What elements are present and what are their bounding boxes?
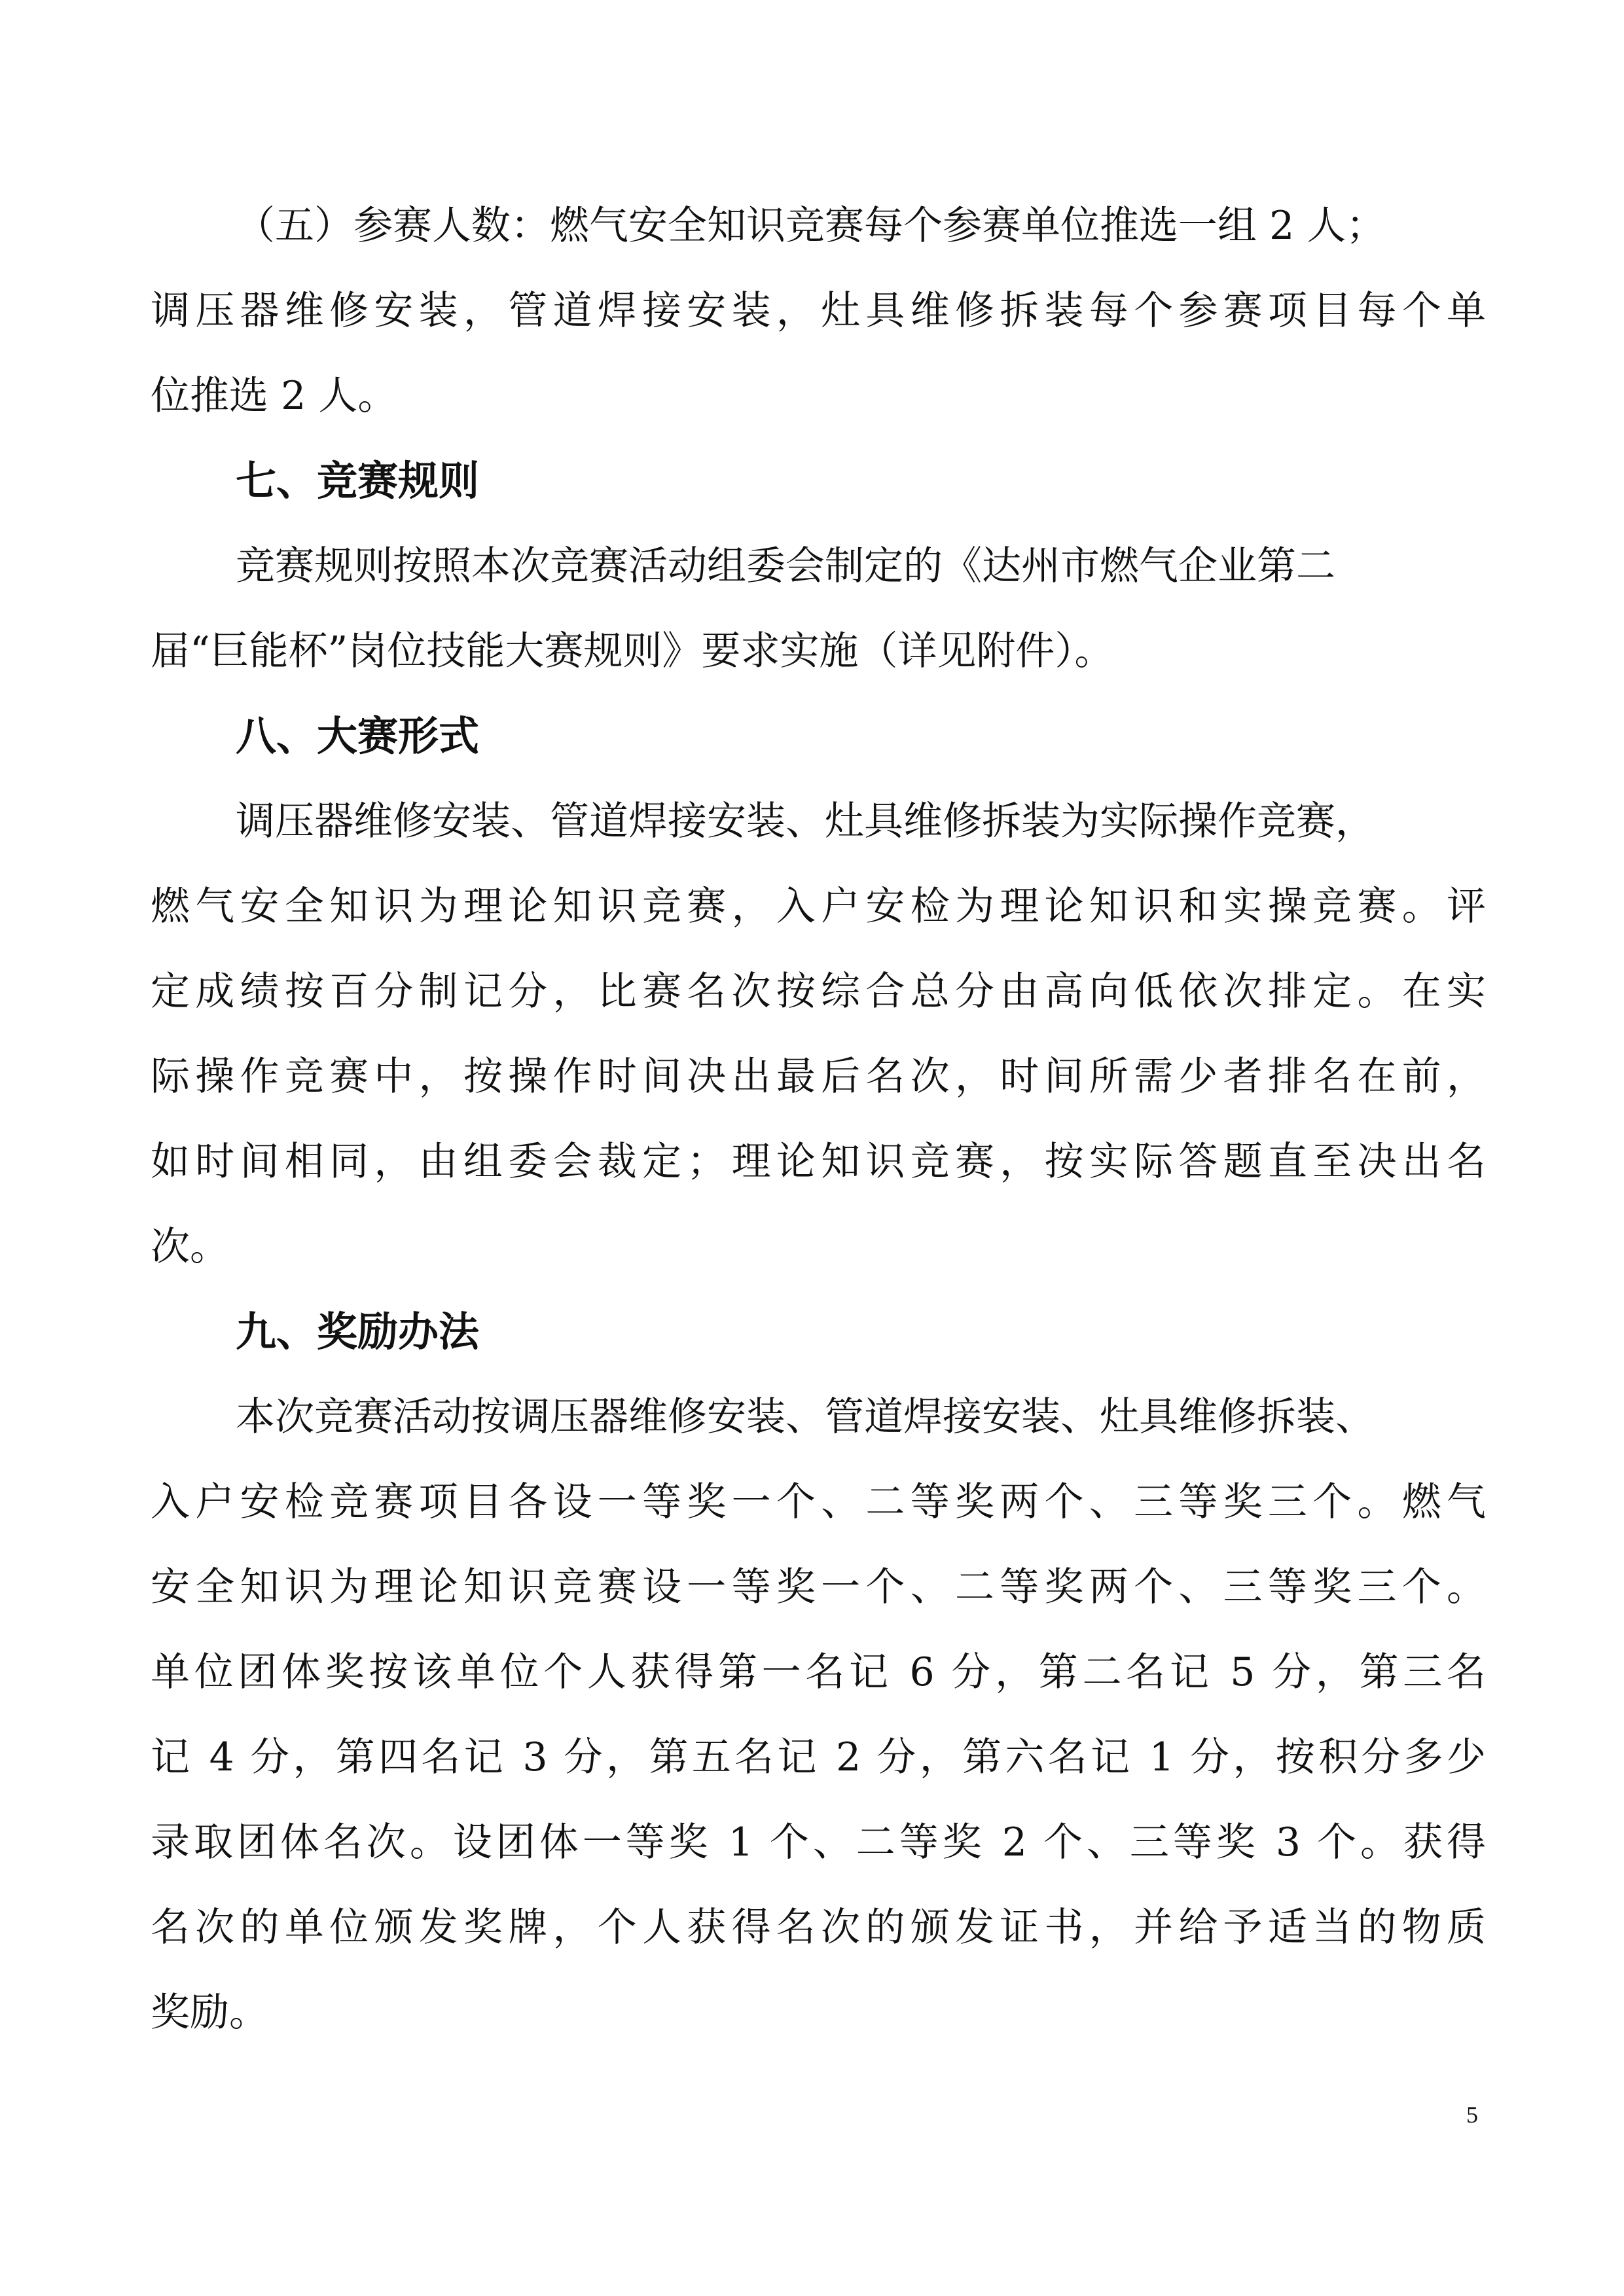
paragraph-line: 定成绩按百分制记分，比赛名次按综合总分由高向低依次排定。在实 <box>151 969 1486 1014</box>
paragraph-line: 际操作竞赛中，按操作时间决出最后名次，时间所需少者排名在前， <box>151 1054 1486 1100</box>
paragraph-line: 位推选 2 人。 <box>151 373 397 419</box>
paragraph-line: 录取团体名次。设团体一等奖 1 个、二等奖 2 个、三等奖 3 个。获得 <box>151 1820 1486 1865</box>
paragraph-line: 单位团体奖按该单位个人获得第一名记 6 分，第二名记 5 分，第三名 <box>151 1649 1486 1695</box>
page-number: 5 <box>1466 2102 1478 2128</box>
paragraph-line: 次。 <box>151 1224 229 1270</box>
paragraph-line: 如时间相同，由组委会裁定；理论知识竞赛，按实际答题直至决出名 <box>151 1139 1486 1185</box>
paragraph-line: 调压器维修安装，管道焊接安装，灶具维修拆装每个参赛项目每个单 <box>151 288 1486 334</box>
paragraph-line: 名次的单位颁发奖牌，个人获得名次的颁发证书，并给予适当的物质 <box>151 1905 1486 1950</box>
paragraph-line: （五）参赛人数：燃气安全知识竞赛每个参赛单位推选一组 2 人； <box>236 203 1386 249</box>
section-heading-awards: 九、奖励办法 <box>236 1308 480 1355</box>
paragraph-line: 届“巨能杯”岗位技能大赛规则》要求实施（详见附件）。 <box>151 628 1114 674</box>
paragraph-line: 燃气安全知识为理论知识竞赛，入户安检为理论知识和实操竞赛。评 <box>151 884 1486 929</box>
section-heading-format: 八、大赛形式 <box>236 712 480 760</box>
paragraph-line: 竞赛规则按照本次竞赛活动组委会制定的《达州市燃气企业第二 <box>236 543 1335 589</box>
paragraph-line: 入户安检竞赛项目各设一等奖一个、二等奖两个、三等奖三个。燃气 <box>151 1479 1486 1525</box>
paragraph-line: 安全知识为理论知识竞赛设一等奖一个、二等奖两个、三等奖三个。 <box>151 1564 1486 1610</box>
paragraph-line: 本次竞赛活动按调压器维修安装、管道焊接安装、灶具维修拆装、 <box>236 1394 1375 1440</box>
paragraph-line: 调压器维修安装、管道焊接安装、灶具维修拆装为实际操作竞赛， <box>236 798 1375 844</box>
section-heading-rules: 七、竞赛规则 <box>236 457 480 505</box>
paragraph-line: 奖励。 <box>151 1990 268 2036</box>
paragraph-line: 记 4 分，第四名记 3 分，第五名记 2 分，第六名记 1 分，按积分多少 <box>151 1734 1486 1780</box>
